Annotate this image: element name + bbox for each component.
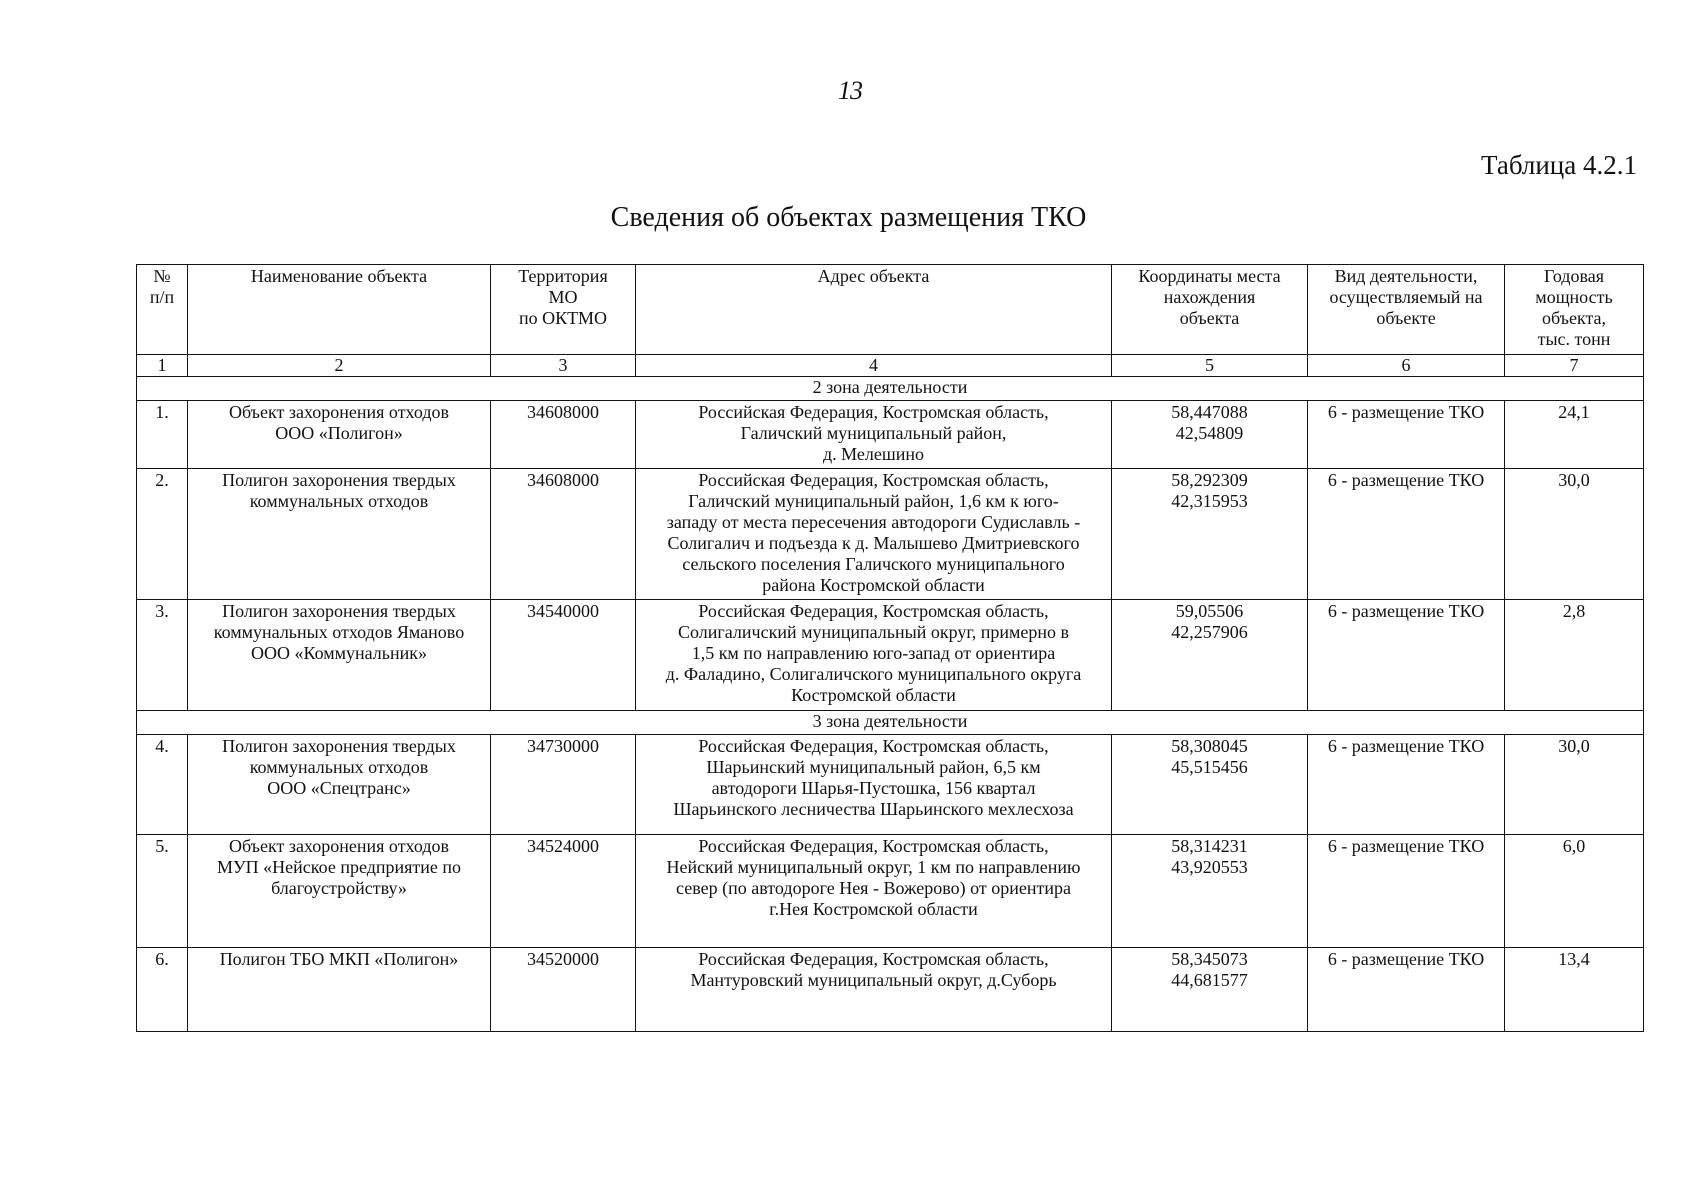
page-number: 13 — [838, 76, 862, 105]
row-oktmo: 34520000 — [491, 948, 636, 1032]
row-oktmo: 34608000 — [491, 401, 636, 469]
row-activity: 6 - размещение ТКО — [1308, 600, 1505, 711]
row-coords: 59,05506 42,257906 — [1112, 600, 1308, 711]
row-capacity: 30,0 — [1505, 735, 1644, 835]
row-name: Полигон захоронения твердых коммунальных отходов Ямановo ООО «Коммунальник» — [188, 600, 491, 711]
row-address: Российская Федерация, Костромская область, Нейский муниципальный округ, 1 км по направлению север (по автодороге Нея - Вожерово) от ориентира г.Нея Костромской области — [636, 835, 1112, 948]
header-coords: Координаты места нахождения объекта — [1112, 265, 1308, 355]
row-name: Полигон захоронения твердых коммунальных отходов — [188, 469, 491, 600]
table-row — [137, 835, 1644, 948]
zone-row — [137, 377, 1644, 401]
table-row — [137, 401, 1644, 469]
column-number: 4 — [636, 355, 1112, 377]
row-num: 1. — [137, 401, 188, 469]
row-activity: 6 - размещение ТКО — [1308, 948, 1505, 1032]
row-oktmo: 34730000 — [491, 735, 636, 835]
row-address: Российская Федерация, Костромская область, Галичский муниципальный район, д. Мелешино — [636, 401, 1112, 469]
row-num: 4. — [137, 735, 188, 835]
header-oktmo: Территория МО по ОКТМО — [491, 265, 636, 355]
row-capacity: 6,0 — [1505, 835, 1644, 948]
row-num: 6. — [137, 948, 188, 1032]
row-capacity: 13,4 — [1505, 948, 1644, 1032]
row-activity: 6 - размещение ТКО — [1308, 835, 1505, 948]
zone-row — [137, 711, 1644, 735]
header-capacity: Годовая мощность объекта, тыс. тонн — [1505, 265, 1644, 355]
table-row — [137, 948, 1644, 1032]
row-activity: 6 - размещение ТКО — [1308, 469, 1505, 600]
row-address: Российская Федерация, Костромская область, Шарьинский муниципальный район, 6,5 км автодороги Шарья-Пустошка, 156 квартал Шарьинского лесничества Шарьинского мехлесхоза — [636, 735, 1112, 835]
row-capacity: 30,0 — [1505, 469, 1644, 600]
row-oktmo: 34540000 — [491, 600, 636, 711]
table-label: Таблица 4.2.1 — [1481, 150, 1637, 180]
waste-facilities-table — [136, 264, 1644, 1032]
header-row — [137, 265, 1644, 355]
row-coords: 58,308045 45,515456 — [1112, 735, 1308, 835]
column-number-row — [137, 355, 1644, 377]
table-row — [137, 469, 1644, 600]
row-capacity: 24,1 — [1505, 401, 1644, 469]
row-name: Объект захоронения отходов МУП «Нейское предприятие по благоустройству» — [188, 835, 491, 948]
row-address: Российская Федерация, Костромская область, Солигаличский муниципальный округ, примерно в 1,5 км по направлению юго-запад от ориентира д. Фаладино, Солигаличского муниципального округа Костромской области — [636, 600, 1112, 711]
row-name: Полигон ТБО МКП «Полигон» — [188, 948, 491, 1032]
header-address: Адрес объекта — [636, 265, 1112, 355]
row-num: 5. — [137, 835, 188, 948]
row-oktmo: 34524000 — [491, 835, 636, 948]
table-row — [137, 735, 1644, 835]
row-name: Объект захоронения отходов ООО «Полигон» — [188, 401, 491, 469]
row-coords: 58,292309 42,315953 — [1112, 469, 1308, 600]
row-num: 2. — [137, 469, 188, 600]
header-name: Наименование объекта — [188, 265, 491, 355]
row-num: 3. — [137, 600, 188, 711]
row-capacity: 2,8 — [1505, 600, 1644, 711]
column-number: 1 — [137, 355, 188, 377]
row-oktmo: 34608000 — [491, 469, 636, 600]
row-address: Российская Федерация, Костромская область, Мантуровский муниципальный округ, д.Суборь — [636, 948, 1112, 1032]
row-name: Полигон захоронения твердых коммунальных отходов ООО «Спецтранс» — [188, 735, 491, 835]
row-address: Российская Федерация, Костромская область, Галичский муниципальный район, 1,6 км к юго- западу от места пересечения автодороги Судиславль - Солигалич и подъезда к д. Малышево Дмитриевского сельского поселения Галичского муниципального района Костромской области — [636, 469, 1112, 600]
zone-label: 2 зона деятельности — [137, 377, 1644, 401]
header-num: № п/п — [137, 265, 188, 355]
column-number: 7 — [1505, 355, 1644, 377]
row-coords: 58,314231 43,920553 — [1112, 835, 1308, 948]
zone-label: 3 зона деятельности — [137, 711, 1644, 735]
column-number: 2 — [188, 355, 491, 377]
row-coords: 58,447088 42,54809 — [1112, 401, 1308, 469]
column-number: 6 — [1308, 355, 1505, 377]
row-coords: 58,345073 44,681577 — [1112, 948, 1308, 1032]
row-activity: 6 - размещение ТКО — [1308, 735, 1505, 835]
document-title: Сведения об объектах размещения ТКО — [610, 202, 1087, 233]
column-number: 3 — [491, 355, 636, 377]
table-row — [137, 600, 1644, 711]
header-activity: Вид деятельности, осуществляемый на объекте — [1308, 265, 1505, 355]
row-activity: 6 - размещение ТКО — [1308, 401, 1505, 469]
column-number: 5 — [1112, 355, 1308, 377]
